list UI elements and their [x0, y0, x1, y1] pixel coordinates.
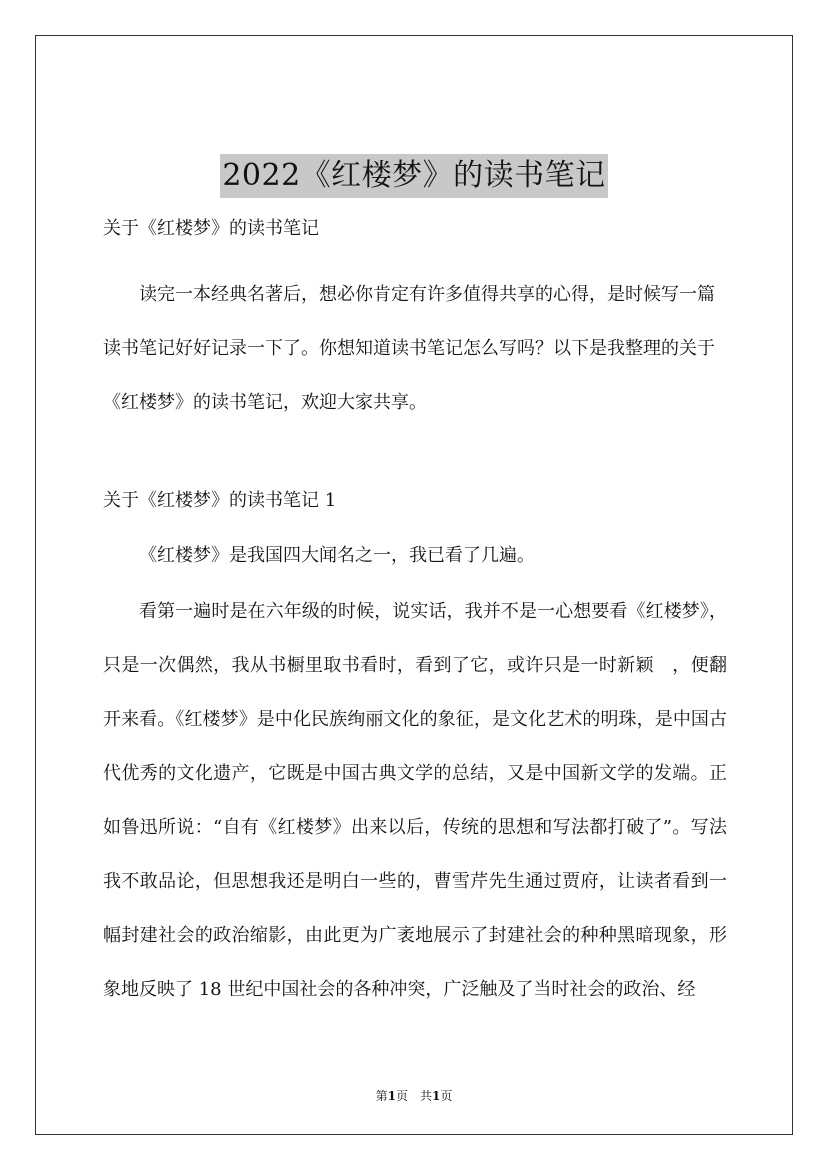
footer-page-prefix: 第 [375, 1089, 388, 1103]
section-heading: 关于《红楼梦》的读书笔记 1 [103, 490, 337, 511]
document-heading: 关于《红楼梦》的读书笔记 [103, 218, 319, 239]
title-container [36, 134, 792, 218]
document-page [35, 35, 793, 1135]
page-footer [36, 1088, 792, 1104]
footer-total-suffix: 页 [440, 1089, 453, 1103]
intro-paragraph [103, 268, 727, 430]
footer-page-suffix: 页 共 [395, 1089, 432, 1103]
document-title: 2022《红楼梦》的读书笔记 [220, 154, 607, 198]
paragraph-2-text: 看第一遍时是在六年级的时候，说实话，我并不是一心想要看《红楼梦》，只是一次偶然，我从书橱里取书看时，看到了它，或许只是一时新颖 ，便翻开来看。《红楼梦》是中化民族绚丽文化的象征，是文化艺术的明珠，是中国古代优秀的文化遗产，它既是中国古典文学的总结，又是中国新文学的发端。正如鲁迅所说：“自有《红楼梦》出来以后，传统的思想和写法都打破了”。写法我不敢品论，但思想我还是明白一些的，曹雪芹先生通过贾府，让读者看到一幅封建社会的政治缩影，由此更为广袤地展示了封建社会的种种黑暗现象，形象地反映了 18 世纪中国社会的各种冲突，广泛触及了当时社会的政治、经 [103, 601, 727, 1000]
footer-page-number: 1 [387, 1089, 396, 1103]
paragraph-2 [103, 585, 727, 1017]
paragraph-1 [103, 536, 727, 576]
footer-total-pages: 1 [432, 1089, 441, 1103]
paragraph-1-text: 《红楼梦》是我国四大闻名之一，我已看了几遍。 [139, 545, 535, 566]
intro-text: 读完一本经典名著后，想必你肯定有许多值得共享的心得，是时候写一篇读书笔记好好记录一下了。你想知道读书笔记怎么写吗？以下是我整理的关于《红楼梦》的读书笔记，欢迎大家共享。 [103, 284, 715, 413]
